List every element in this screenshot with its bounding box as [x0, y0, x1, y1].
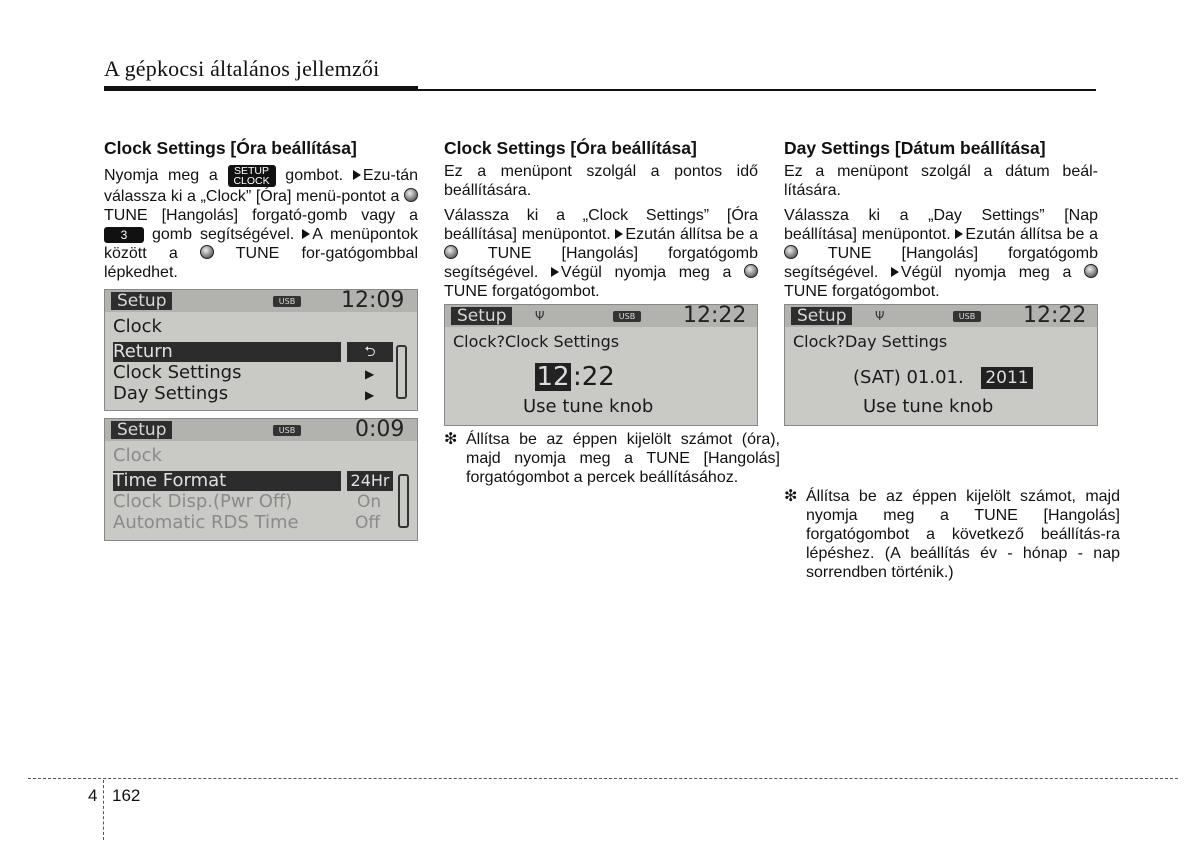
- text: Ezu-tán válassza ki a „Clock” [Óra] menü-pontot a: [104, 167, 419, 205]
- column-3-note: [784, 487, 1120, 582]
- time-format-screen: [104, 418, 418, 541]
- text: TUNE [Hangolás] forgató-gomb vagy a: [104, 207, 418, 224]
- column-3-paragraph-2: [784, 206, 1098, 301]
- menu-item-day-settings[interactable]: Day Settings: [113, 383, 229, 404]
- usb-icon: USB: [273, 425, 301, 436]
- column-2: [444, 138, 758, 307]
- antenna-icon: Ψ: [875, 309, 885, 323]
- clock-settings-screen: [444, 304, 758, 426]
- text: Végül nyomja meg a: [900, 264, 1072, 281]
- usb-icon: USB: [273, 296, 301, 307]
- clock-time: 0:09: [355, 418, 405, 442]
- tune-knob-icon: [404, 188, 418, 202]
- footer-rule: [28, 778, 1178, 779]
- menu-title: Clock: [113, 316, 162, 337]
- text: TUNE [Hangolás] forgatógomb segítségével.: [784, 245, 1098, 281]
- day-settings-screen: [784, 304, 1098, 426]
- tune-knob-icon: [200, 245, 214, 259]
- date-field[interactable]: (SAT) 01.01.: [853, 367, 964, 388]
- antenna-icon: Ψ: [535, 309, 545, 323]
- arrow-icon: [955, 229, 963, 239]
- tune-knob-icon: [444, 245, 458, 259]
- arrow-icon: [615, 229, 623, 239]
- scrollbar: [396, 345, 407, 399]
- column-2-heading: Clock Settings [Óra beállítása]: [444, 138, 697, 158]
- arrow-icon: [891, 267, 899, 277]
- header-rule: [418, 89, 1096, 91]
- menu-item-clock-disp[interactable]: Clock Disp.(Pwr Off): [113, 491, 293, 512]
- menu-title: Clock: [113, 445, 162, 466]
- setup-tab: Setup: [451, 307, 512, 325]
- arrow-icon: [551, 267, 559, 277]
- scrollbar: [398, 474, 409, 528]
- hint-text: Use tune knob: [863, 396, 994, 417]
- note-text: Állítsa be az éppen kijelölt számot, majd nyomja meg a TUNE [Hangolás] forgatógombot a következő beállítás-ra lépéshez. (A beállítás év - hónap - nap sorrendben történik.): [806, 488, 1120, 581]
- text: TUNE forgatógombot.: [444, 283, 600, 300]
- text: gomb segítségével.: [151, 226, 295, 243]
- year-field[interactable]: 2011: [981, 367, 1033, 389]
- text: Ezután állítsa be a: [965, 226, 1098, 243]
- footer-divider: [103, 780, 104, 840]
- hint-text: Use tune knob: [523, 396, 654, 417]
- page-number: 162: [112, 786, 141, 805]
- breadcrumb: Clock?Clock Settings: [453, 332, 620, 351]
- clock-time: 12:09: [341, 289, 405, 313]
- menu-item-time-format[interactable]: Time Format: [113, 471, 341, 491]
- tune-knob-icon: [1084, 264, 1098, 278]
- chevron-right-icon: ▶: [365, 388, 375, 402]
- text: Végül nyomja meg a: [560, 264, 732, 281]
- text: Nyomja meg a: [104, 167, 218, 185]
- tune-knob-icon: [744, 264, 758, 278]
- header-bar: [104, 86, 418, 91]
- button-3-icon: 3: [104, 227, 144, 243]
- text: Válassza ki a „Day Settings” [Nap beállítása] menüpontot.: [784, 207, 1098, 243]
- rds-time-value: Off: [355, 513, 381, 533]
- text: TUNE for-gatógombbal lépkedhet.: [104, 245, 419, 281]
- note-symbol: ❇: [444, 431, 458, 448]
- column-2-paragraph-2: [444, 206, 758, 301]
- column-3: [784, 138, 1098, 307]
- clock-disp-value: On: [357, 492, 382, 512]
- setup-tab: Setup: [111, 292, 172, 310]
- usb-icon: USB: [613, 311, 641, 322]
- menu-item-clock-settings[interactable]: Clock Settings: [113, 362, 242, 383]
- text: TUNE forgatógombot.: [784, 283, 940, 300]
- setup-tab: Setup: [111, 421, 172, 439]
- time-format-value: 24Hr: [347, 471, 393, 491]
- chapter-number: 4: [88, 786, 98, 805]
- text: Ezután állítsa be a: [625, 226, 758, 243]
- clock-time: 12:22: [683, 304, 747, 328]
- usb-icon: USB: [953, 311, 981, 322]
- text: gombot.: [285, 167, 344, 185]
- note-text: Állítsa be az éppen kijelölt számot (óra), majd nyomja meg a TUNE [Hangolás] forgatógombot a percek beállításához.: [466, 431, 780, 486]
- chevron-right-icon: ▶: [365, 367, 375, 381]
- setup-tab: Setup: [791, 307, 852, 325]
- return-icon: ⮌: [347, 342, 393, 362]
- minute-field[interactable]: :22: [573, 362, 615, 392]
- clock-time: 12:22: [1023, 304, 1087, 328]
- chip-line: SETUP: [234, 165, 270, 177]
- arrow-icon: [353, 170, 361, 180]
- text: A menüpontok között a: [104, 226, 419, 262]
- column-2-note: [444, 430, 780, 487]
- arrow-icon: [302, 229, 310, 239]
- running-title: A gépkocsi általános jellemzői: [104, 56, 380, 81]
- column-2-paragraph-1: Ez a menüpont szolgál a pontos idő beállítására.: [444, 163, 758, 199]
- breadcrumb: Clock?Day Settings: [793, 332, 948, 351]
- tune-knob-icon: [784, 245, 798, 259]
- column-1-paragraph: [104, 165, 418, 282]
- chip-line: CLOCK: [233, 175, 270, 187]
- text: TUNE [Hangolás] forgatógomb segítségével.: [444, 245, 758, 281]
- note-symbol: ❇: [784, 488, 798, 505]
- menu-item-rds-time[interactable]: Automatic RDS Time: [113, 512, 299, 533]
- clock-menu-screen: [104, 289, 418, 411]
- column-3-paragraph-1: Ez a menüpont szolgál a dátum beál-lítására.: [784, 163, 1098, 199]
- column-1-heading: Clock Settings [Óra beállítása]: [104, 138, 357, 158]
- text: Válassza ki a „Clock Settings” [Óra beállítása] menüpontot.: [444, 207, 758, 243]
- menu-item-return[interactable]: Return: [113, 342, 341, 362]
- column-3-heading: Day Settings [Dátum beállítása]: [784, 138, 1046, 158]
- column-1: [104, 138, 418, 286]
- hour-field[interactable]: 12: [536, 362, 570, 392]
- setup-clock-button-icon: [228, 165, 276, 187]
